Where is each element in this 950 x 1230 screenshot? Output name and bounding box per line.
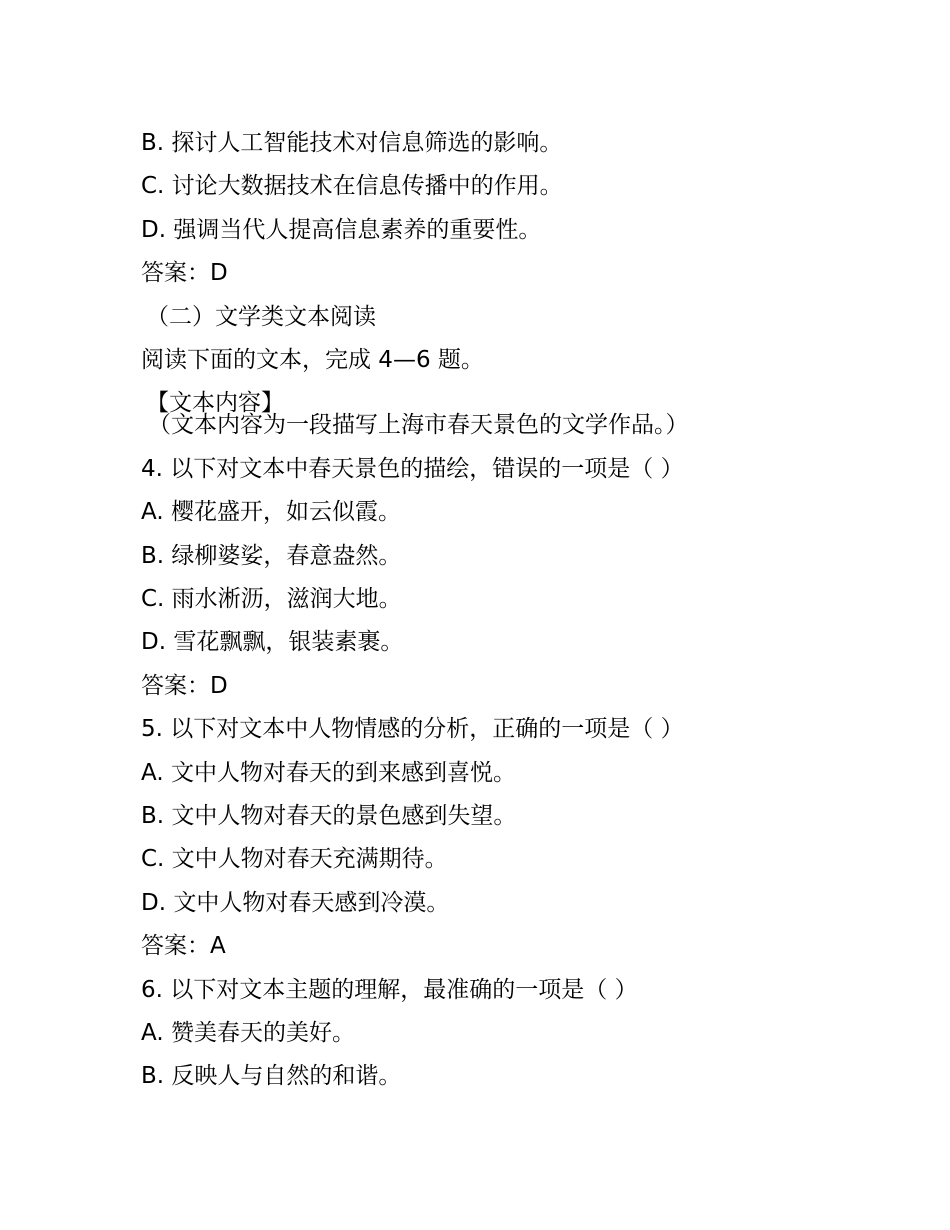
- option-c-q5: C. 文中人物对春天充满期待。: [141, 846, 448, 872]
- option-c-q4: C. 雨水淅沥，滋润大地。: [141, 586, 402, 612]
- answer-q4: 答案：D: [141, 673, 228, 699]
- option-d-q5: D. 文中人物对春天感到冷漠。: [141, 890, 450, 916]
- text-content-heading: 【文本内容】: [146, 390, 284, 416]
- answer-q3: 答案：D: [141, 260, 228, 286]
- option-b-q6: B. 反映人与自然的和谐。: [141, 1063, 402, 1089]
- question-5: 5. 以下对文本中人物情感的分析，正确的一项是（ ）: [141, 716, 684, 742]
- option-a-q4: A. 樱花盛开，如云似霞。: [141, 499, 401, 525]
- option-a-q5: A. 文中人物对春天的到来感到喜悦。: [141, 760, 516, 786]
- option-b-q3: B. 探讨人工智能技术对信息筛选的影响。: [141, 130, 563, 156]
- answer-q5: 答案：A: [141, 933, 226, 959]
- option-c-q3: C. 讨论大数据技术在信息传播中的作用。: [141, 173, 563, 199]
- option-b-q5: B. 文中人物对春天的景色感到失望。: [141, 803, 517, 829]
- option-a-q6: A. 赞美春天的美好。: [141, 1020, 355, 1046]
- option-d-q3: D. 强调当代人提高信息素养的重要性。: [141, 217, 542, 243]
- text-content-note: （文本内容为一段描写上海市春天景色的文学作品。）: [148, 412, 689, 438]
- section-heading: （二）文学类文本阅读: [146, 304, 376, 330]
- option-d-q4: D. 雪花飘飘，银装素裹。: [141, 629, 404, 655]
- question-4: 4. 以下对文本中春天景色的描绘，错误的一项是（ ）: [141, 456, 684, 482]
- option-b-q4: B. 绿柳婆娑，春意盎然。: [141, 543, 402, 569]
- reading-instruction: 阅读下面的文本，完成 4—6 题。: [141, 347, 484, 373]
- question-6: 6. 以下对文本主题的理解，最准确的一项是（ ）: [141, 977, 638, 1003]
